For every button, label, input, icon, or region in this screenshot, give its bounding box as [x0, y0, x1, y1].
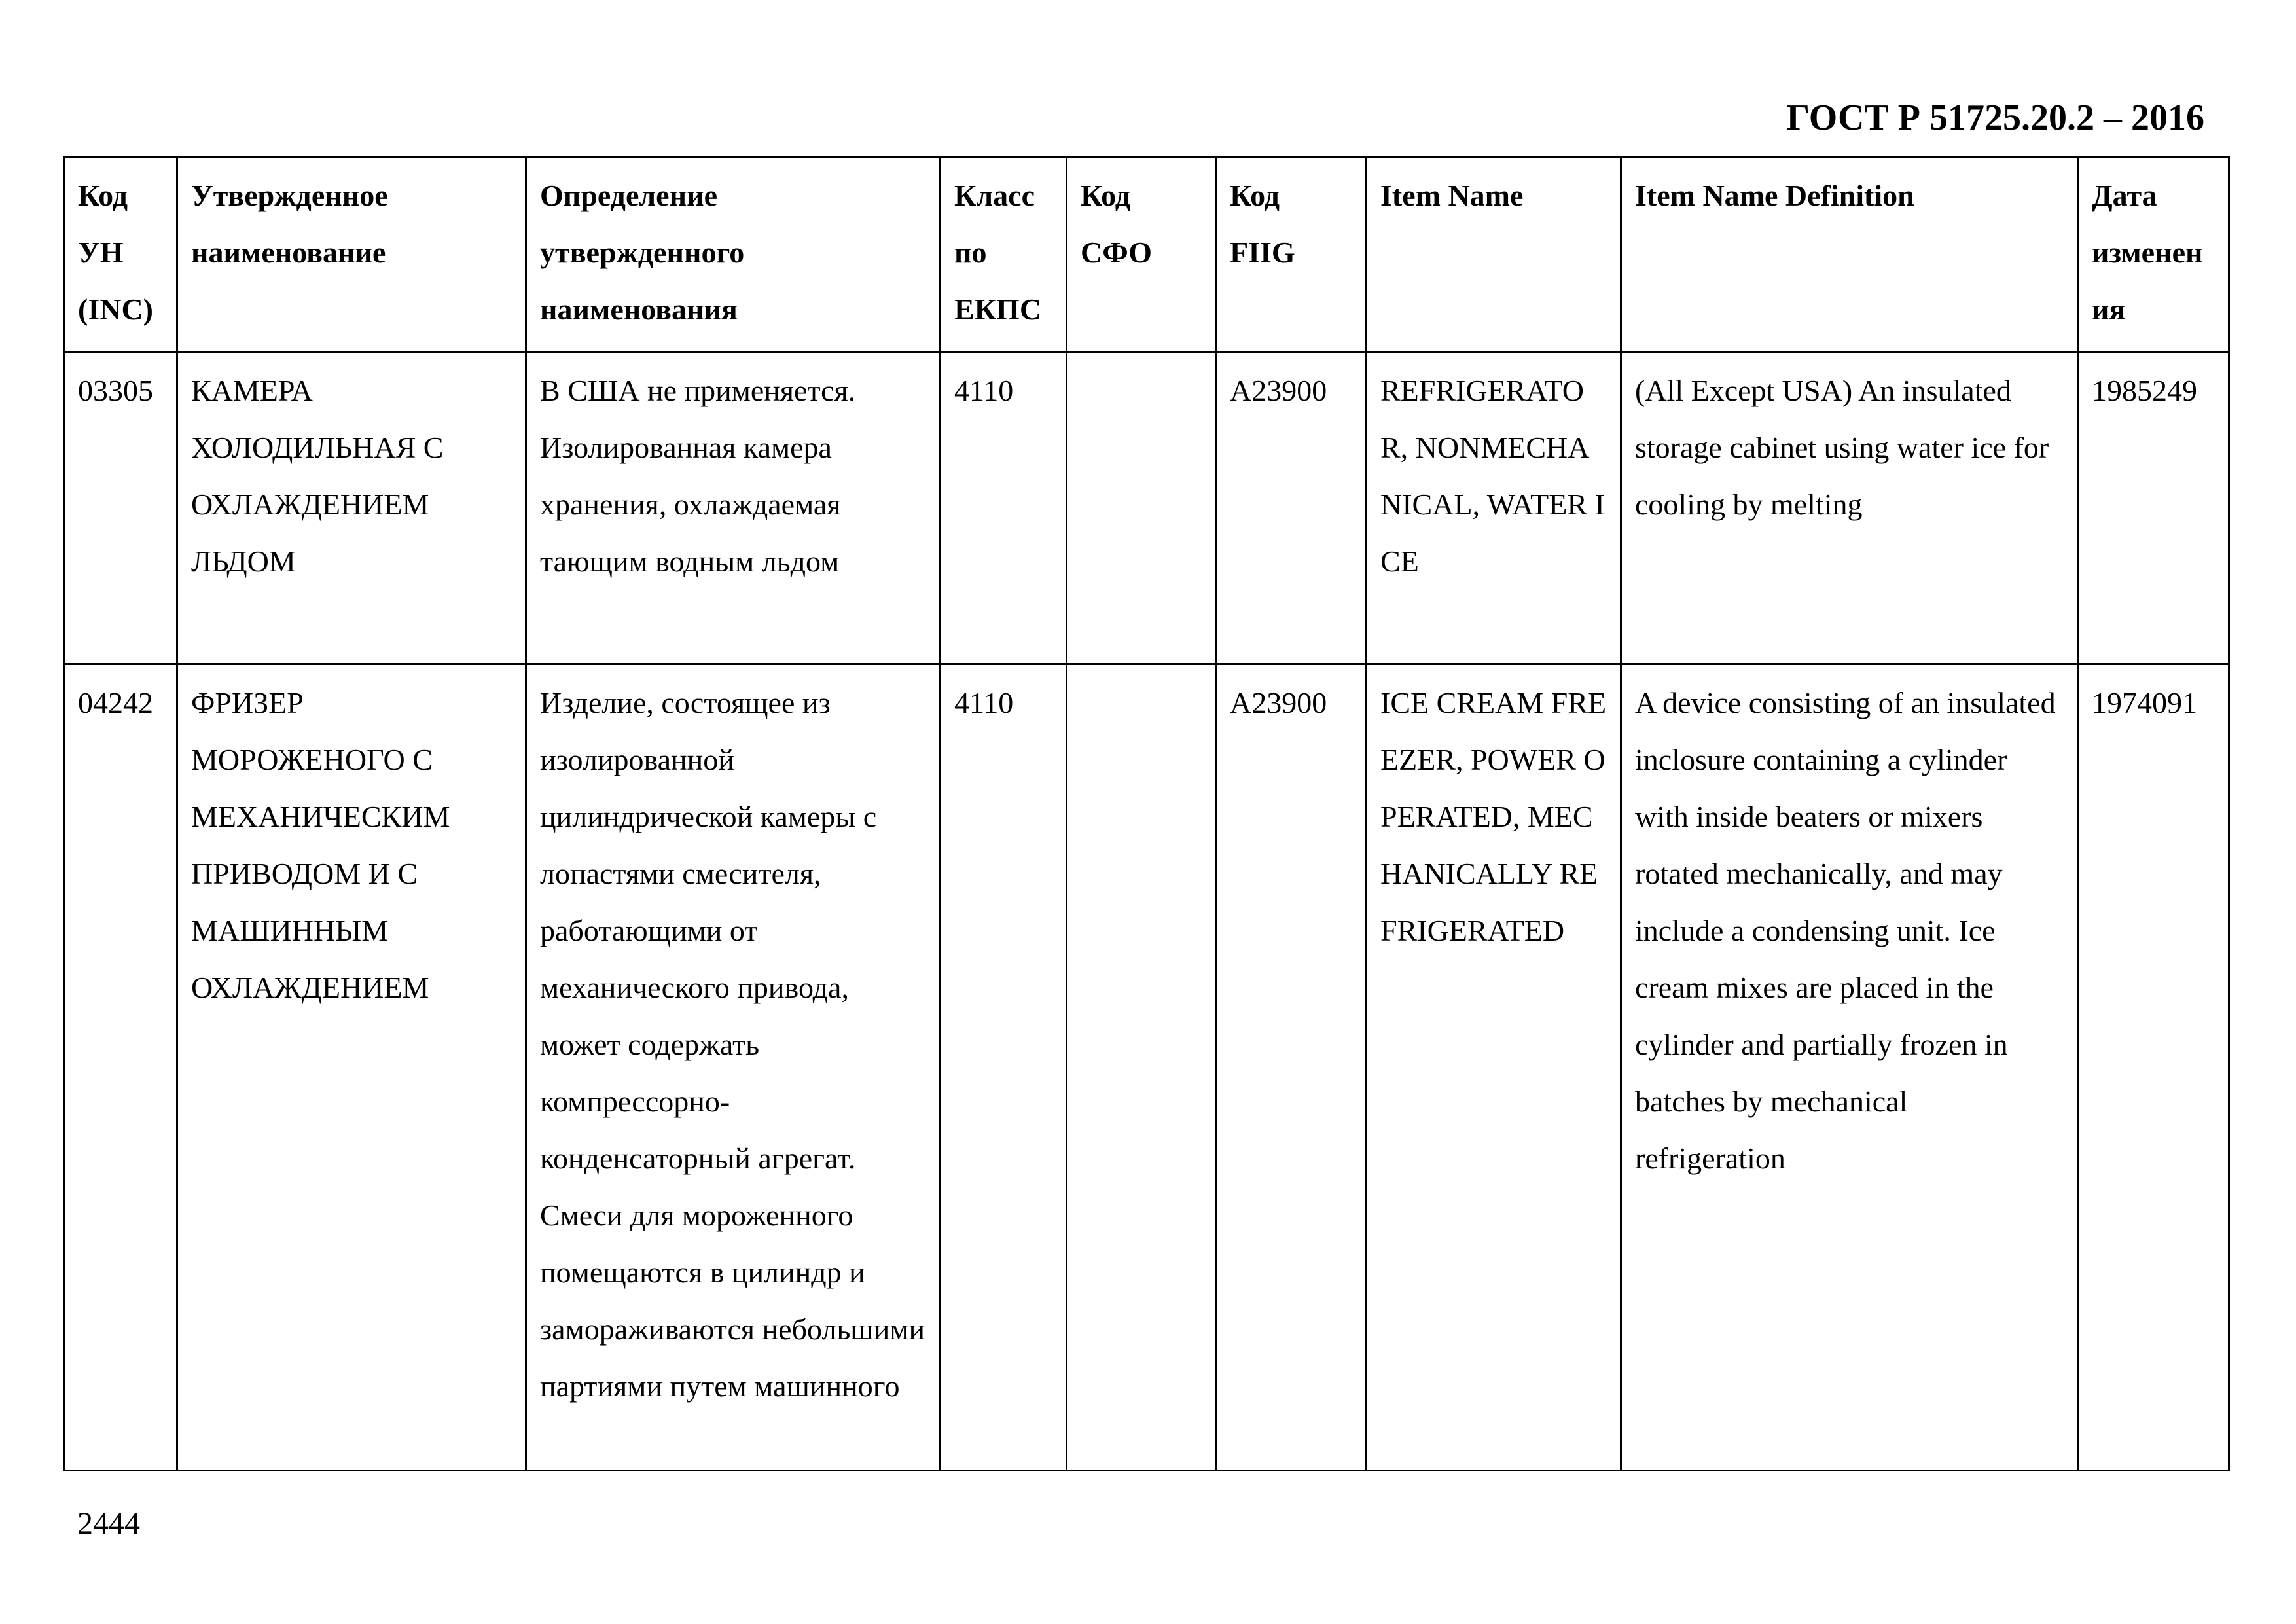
- cell-definition: Изделие, состоящее из изолированной цилиндрической камеры с лопастями смесителя, работающими от механического привода, может содержать компрессорно-конденсаторный агрегат. Смеси для мороженного помещаются в цилиндр и замораживаются небольшими партиями путем машинного: [526, 664, 941, 1471]
- column-header-definition: Определение утвержденного наименования: [526, 157, 941, 352]
- cell-approved-name: КАМЕРА ХОЛОДИЛЬНАЯ С ОХЛАЖДЕНИЕМ ЛЬДОМ: [177, 352, 526, 664]
- column-header-item-name-definition: Item Name Definition: [1621, 157, 2078, 352]
- column-header-inc: Код УН (INC): [64, 157, 177, 352]
- cell-change-date: 1985249: [2078, 352, 2229, 664]
- table-row: [64, 664, 2229, 1471]
- cell-item-name: ICE CREAM FREEZER, POWER OPERATED, MECHANICALLY REFRIGERATED: [1367, 664, 1621, 1471]
- cell-fiig-code: A23900: [1216, 664, 1367, 1471]
- cell-sfo-code: [1067, 352, 1216, 664]
- gost-table: [63, 156, 2230, 1471]
- cell-item-name-definition: A device consisting of an insulated inclosure containing a cylinder with inside beaters or mixers rotated mechanically, and may include a condensing unit. Ice cream mixes are placed in the cylinder and partially frozen in batches by mechanical refrigeration: [1621, 664, 2078, 1471]
- cell-change-date: 1974091: [2078, 664, 2229, 1471]
- cell-definition: В США не применяется. Изолированная камера хранения, охлаждаемая тающим водным льдом: [526, 352, 941, 664]
- column-header-ekps-class: Класс по ЕКПС: [941, 157, 1067, 352]
- column-header-approved-name: Утвержденное наименование: [177, 157, 526, 352]
- cell-sfo-code: [1067, 664, 1216, 1471]
- cell-fiig-code: A23900: [1216, 352, 1367, 664]
- page-number: 2444: [77, 1506, 140, 1541]
- column-header-item-name: Item Name: [1367, 157, 1621, 352]
- column-header-fiig-code: Код FIIG: [1216, 157, 1367, 352]
- cell-inc: 04242: [64, 664, 177, 1471]
- cell-item-name-definition: (All Except USA) An insulated storage cabinet using water ice for cooling by melting: [1621, 352, 2078, 664]
- column-header-sfo-code: Код СФО: [1067, 157, 1216, 352]
- document-header: ГОСТ Р 51725.20.2 – 2016: [1786, 98, 2204, 138]
- cell-inc: 03305: [64, 352, 177, 664]
- table-header-row: [64, 157, 2229, 352]
- cell-ekps-class: 4110: [941, 664, 1067, 1471]
- column-header-change-date: Дата изменен ия: [2078, 157, 2229, 352]
- cell-approved-name: ФРИЗЕР МОРОЖЕНОГО С МЕХАНИЧЕСКИМ ПРИВОДОМ И С МАШИННЫМ ОХЛАЖДЕНИЕМ: [177, 664, 526, 1471]
- cell-item-name: REFRIGERATOR, NONMECHANICAL, WATER ICE: [1367, 352, 1621, 664]
- cell-ekps-class: 4110: [941, 352, 1067, 664]
- table-row: [64, 352, 2229, 664]
